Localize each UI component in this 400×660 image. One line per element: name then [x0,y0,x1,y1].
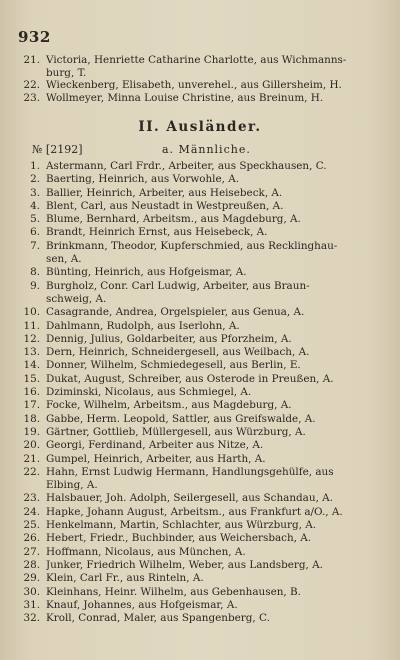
entry-number: 10. [23,306,40,319]
list-item [18,532,386,545]
entry-number: 27. [23,545,40,558]
entry-text: Knauf, Johannes, aus Hofgeismar, A. [46,598,238,611]
list-item [18,333,386,346]
entry-number: 8. [30,266,40,279]
subsection-reference: № [2192] [32,143,83,156]
entry-text: Hebert, Friedr., Buchbinder, aus Weichersbach, A. [46,532,312,545]
list-item [18,492,386,505]
entry-text: Burgholz, Conr. Carl Ludwig, Arbeiter, aus Braun- [46,279,310,292]
list-item [18,213,386,226]
entry-number: 7. [30,239,40,252]
list-item [18,506,386,519]
list-item [18,280,386,293]
entry-text: Hahn, Ernst Ludwig Hermann, Handlungsgehülfe, aus [46,465,334,478]
entry-number: 6. [30,226,40,239]
list-item [18,426,386,439]
list-item [18,546,386,559]
list-item [18,320,386,333]
list-item [18,519,386,532]
entry-number: 29. [23,572,40,585]
entry-number: 15. [23,372,40,385]
entry-number: 12. [23,332,40,345]
list-item [18,599,386,612]
entry-number: 17. [23,399,40,412]
entry-number: 22. [23,465,40,478]
entry-text: Casagrande, Andrea, Orgelspieler, aus Genua, A. [46,306,305,319]
entry-continuation: sen, A. [46,253,82,266]
subsection-row [32,143,380,156]
entry-text: Hapke, Johann August, Arbeitsm., aus Frankfurt a/O., A. [46,505,343,518]
entry-number: 16. [23,386,40,399]
entry-number: 24. [23,505,40,518]
entry-text: Gärtner, Gottlieb, Müllergesell, aus Würzburg, A. [46,425,306,438]
entry-continuation: Elbing, A. [46,479,98,492]
list-item [18,54,386,67]
list-item [18,92,386,105]
entry-number: 9. [30,279,40,292]
subsection-title: a. Männliche. [162,143,251,156]
entry-number: 1. [30,160,40,172]
entry-number: 22. [23,79,40,92]
entry-number: 23. [23,91,40,104]
entry-number: 14. [23,359,40,372]
list-item [18,173,386,186]
list-item [18,306,386,319]
list-item [18,439,386,452]
list-item [18,399,386,412]
list-item [18,453,386,466]
entry-text: Hoffmann, Nicolaus, aus München, A. [46,545,246,558]
entry-number: 30. [23,585,40,598]
entry-text: Astermann, Carl Frdr., Arbeiter, aus Speckhausen, C. [46,160,327,172]
list-item [18,160,386,173]
entry-text: Dukat, August, Schreiber, aus Osterode in Preußen, A. [46,372,334,385]
entry-text: Kleinhans, Heinr. Wilhelm, aus Gebenhausen, B. [46,585,301,598]
entry-text: Victoria, Henriette Catharine Charlotte, aus Wichmanns- [46,54,347,66]
entry-text: Bünting, Heinrich, aus Hofgeismar, A. [46,266,247,279]
section-heading: II. Ausländer. [138,119,262,135]
entry-text: Henkelmann, Martin, Schlachter, aus Würzburg, A. [46,519,317,532]
continued-entry-list [18,54,386,104]
entry-continuation: burg, T. [46,66,87,79]
entry-text: Wollmeyer, Minna Louise Christine, aus Breinum, H. [46,91,324,104]
list-item [18,612,386,625]
entry-number: 21. [23,452,40,465]
entry-text: Klein, Carl Fr., aus Rinteln, A. [46,572,204,585]
list-item [18,586,386,599]
entry-text: Dennig, Julius, Goldarbeiter, aus Pforzheim, A. [46,332,292,345]
entry-number: 18. [23,412,40,425]
entry-number: 2. [30,173,40,186]
list-item [18,79,386,92]
entry-number: 20. [23,439,40,452]
list-item [18,200,386,213]
entry-text: Dziminski, Nicolaus, aus Schmiegel, A. [46,386,252,399]
entry-number: 25. [23,519,40,532]
entry-number: 11. [23,319,40,332]
list-item [18,266,386,279]
entry-text: Brandt, Heinrich Ernst, aus Heisebeck, A. [46,226,268,239]
list-item [18,359,386,372]
entry-number: 28. [23,558,40,571]
entry-text: Kroll, Conrad, Maler, aus Spangenberg, C. [46,612,270,625]
entry-number: 13. [23,346,40,359]
list-item [18,240,386,253]
entry-continuation: schweig, A. [46,292,107,305]
entry-text: Baerting, Heinrich, aus Vorwohle, A. [46,173,240,186]
entry-number: 26. [23,532,40,545]
entry-text: Gumpel, Heinrich, Arbeiter, aus Harth, A. [46,452,266,465]
entry-number: 4. [30,199,40,212]
entry-text: Halsbauer, Joh. Adolph, Seilergesell, aus Schandau, A. [46,492,333,505]
list-item [18,373,386,386]
entry-text: Focke, Wilhelm, Arbeitsm., aus Magdeburg, A. [46,399,292,412]
page-number: 932 [18,28,51,46]
entry-text: Georgi, Ferdinand, Arbeiter aus Nitze, A. [46,439,264,452]
entry-number: 23. [23,492,40,505]
entry-text: Dern, Heinrich, Schneidergesell, aus Weilbach, A. [46,346,310,359]
list-item [18,226,386,239]
entry-text: Junker, Friedrich Wilhelm, Weber, aus Landsberg, A. [46,558,323,571]
list-item [18,187,386,200]
entry-text: Dahlmann, Rudolph, aus Iserlohn, A. [46,319,240,332]
entry-text: Donner, Wilhelm, Schmiedegesell, aus Berlin, E. [46,359,301,372]
entry-text: Blume, Bernhard, Arbeitsm., aus Magdeburg, A. [46,213,301,226]
entry-text: Wieckenberg, Elisabeth, unverehel., aus Gillersheim, H. [46,79,342,92]
list-item [18,466,386,479]
entry-text: Gabbe, Herm. Leopold, Sattler, aus Greifswalde, A. [46,412,316,425]
list-item [18,346,386,359]
entry-number: 19. [23,425,40,438]
list-item [18,413,386,426]
list-item [18,559,386,572]
entry-text: Ballier, Heinrich, Arbeiter, aus Heisebeck, A. [46,186,283,199]
list-item [18,572,386,585]
entry-number: 5. [30,213,40,226]
entry-text: Brinkmann, Theodor, Kupferschmied, aus Recklinghau- [46,239,338,252]
entry-number: 32. [23,612,40,625]
list-item [18,386,386,399]
entry-number: 3. [30,186,40,199]
entry-number: 21. [23,54,40,66]
entry-number: 31. [23,598,40,611]
entry-list [18,160,386,625]
entry-text: Blent, Carl, aus Neustadt in Westpreußen, A. [46,199,284,212]
